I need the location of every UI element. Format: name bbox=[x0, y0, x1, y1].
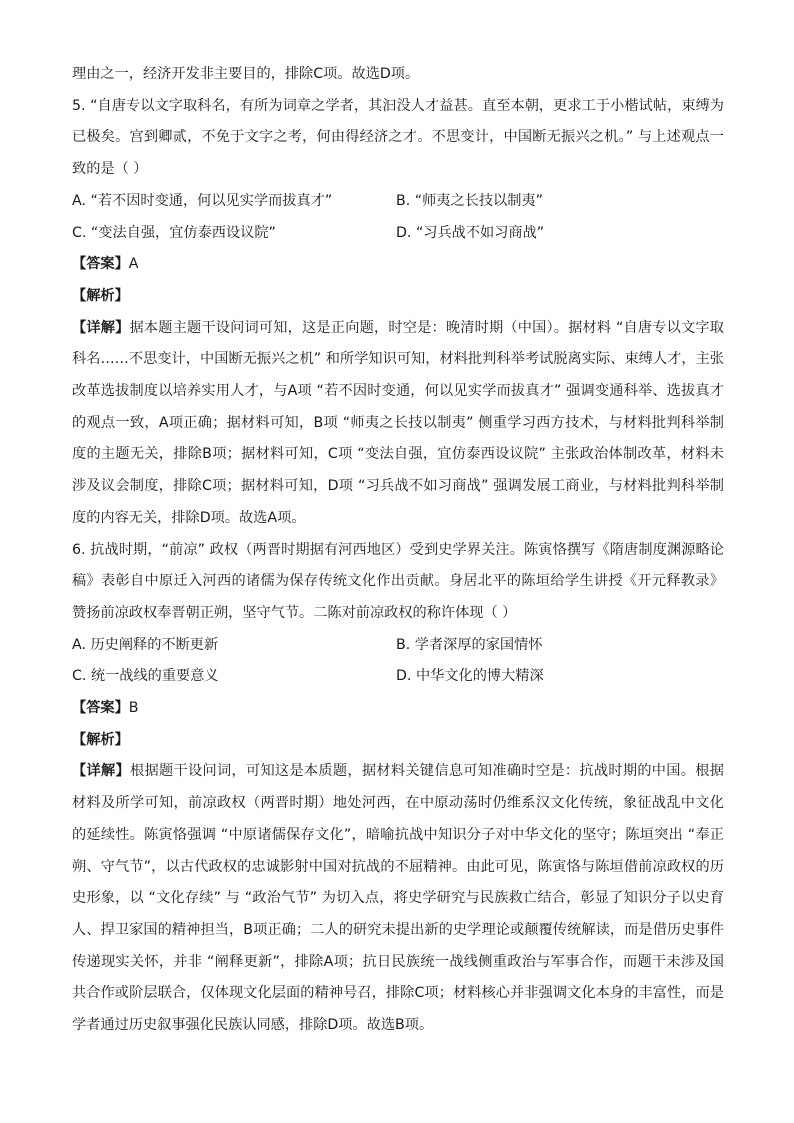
q5-analysis-line bbox=[72, 281, 724, 313]
q6-analysis-tag: 【解析】 bbox=[72, 731, 129, 748]
q5-options-row-1 bbox=[72, 186, 724, 218]
q6-stem: 6. 抗战时期，“前凉” 政权（两晋时期据有河西地区）受到史学界关注。陈寅恪撰写《隋唐制度渊源略论稿》表彰自中原迁入河西的诸儒为保存传统文化作出贡献。身居北平的陈垣给学生讲授《开元释教录》赞扬前凉政权奉晋朝正朔，坚守气节。二陈对前凉政权的称许体现（ ） bbox=[72, 541, 724, 621]
q5-analysis-tag: 【解析】 bbox=[72, 287, 129, 304]
q6-answer-tag: 【答案】 bbox=[72, 700, 129, 717]
q5-detail-text: 据本题主题干设问词可知，这是正向题，时空是：晚清时期（中国）。据材料 “自唐专以文字取科名……不思变计，中国断无振兴之机” 和所学知识可知，材料批判科举考试脱离实际、束缚人才，主张改革选拔制度以培养实用人才，与A项 “若不因时变通，何以见实学而拔真才” 强调变通科举、选拔真才的观点一致，A项正确；据材料可知，B项 “师夷之长技以制夷” 侧重学习西方技术，与材料批判科举制度的主题无关，排除B项；据材料可知，C项 “变法自强，宜仿泰西设议院” 主张政治体制改革，材料未涉及议会制度，排除C项；据材料可知，D项 “习兵战不如习商战” 强调发展工商业，与材料批判科举制度的内容无关，排除D项。故选A项。 bbox=[72, 319, 724, 526]
q5-options-row-2 bbox=[72, 218, 724, 250]
q6-analysis-line bbox=[72, 725, 724, 757]
q6-option-b: B. 学者深厚的家国情怀 bbox=[396, 636, 543, 653]
q6-options-row-1 bbox=[72, 630, 724, 662]
q6-detail bbox=[72, 756, 724, 1041]
q5-option-d: D. “习兵战不如习商战” bbox=[396, 224, 545, 241]
q5-answer-line bbox=[72, 249, 724, 281]
q6-answer-line bbox=[72, 693, 724, 725]
q6-detail-tag: 【详解】 bbox=[72, 763, 130, 780]
q5-answer-tag: 【答案】 bbox=[72, 256, 129, 273]
document-content bbox=[72, 59, 724, 1042]
q5-option-c: C. “变法自强，宜仿泰西设议院” bbox=[72, 224, 276, 241]
intro-line: 理由之一，经济开发非主要目的，排除C项。故选D项。 bbox=[72, 66, 420, 82]
q5-option-a: A. “若不因时变通，何以见实学而拔真才” bbox=[72, 192, 333, 209]
q6-detail-text: 根据题干设问词，可知这是本质题，据材料关键信息可知准确时空是：抗战时期的中国。根据材料及所学可知，前凉政权（两晋时期）地处河西，在中原动荡时仍维系汉文化传统，象征战乱中文化的延续性。陈寅恪强调 “中原诸儒保存文化”，暗喻抗战中知识分子对中华文化的坚守；陈垣突出 “奉正朔、守气节”，以古代政权的忠诚影射中国对抗战的不屈精神。由此可见，陈寅恪与陈垣借前凉政权的历史形象，以 “文化存续” 与 “政治气节” 为切入点，将史学研究与民族救亡结合，彰显了知识分子以史育人、捍卫家国的精神担当，B项正确；二人的研究未提出新的史学理论或颠覆传统解读，而是借历史事件传递现实关怀，并非 “阐释更新”，排除A项；抗日民族统一战线侧重政治与军事合作，而题干未涉及国共合作或阶层联合，仅体现文化层面的精神号召，排除C项；材料核心并非强调文化本身的丰富性，而是学者通过历史叙事强化民族认同感，排除D项。故选B项。 bbox=[72, 763, 724, 1034]
q6-option-a: A. 历史阐释的不断更新 bbox=[72, 636, 219, 653]
q5-answer: A bbox=[128, 256, 139, 273]
q5-stem: 5. “自唐专以文字取科名，有所为词章之学者，其汩没人才益甚。直至本朝，更求工于小楷试帖，束缚为已极矣。宫到卿贰，不免于文字之考，何由得经济之才。不思变计，中国断无振兴之机。” 与上述观点一致的是（ ） bbox=[72, 97, 724, 178]
q5-detail-tag: 【详解】 bbox=[72, 319, 130, 336]
q5-option-b: B. “师夷之长技以制夷” bbox=[396, 192, 543, 209]
q6-answer: B bbox=[128, 700, 139, 717]
q6-option-c: C. 统一战线的重要意义 bbox=[72, 668, 219, 685]
q6-option-d: D. 中华文化的博大精深 bbox=[396, 668, 544, 685]
q5-detail bbox=[72, 313, 724, 535]
q6-options-row-2 bbox=[72, 661, 724, 693]
